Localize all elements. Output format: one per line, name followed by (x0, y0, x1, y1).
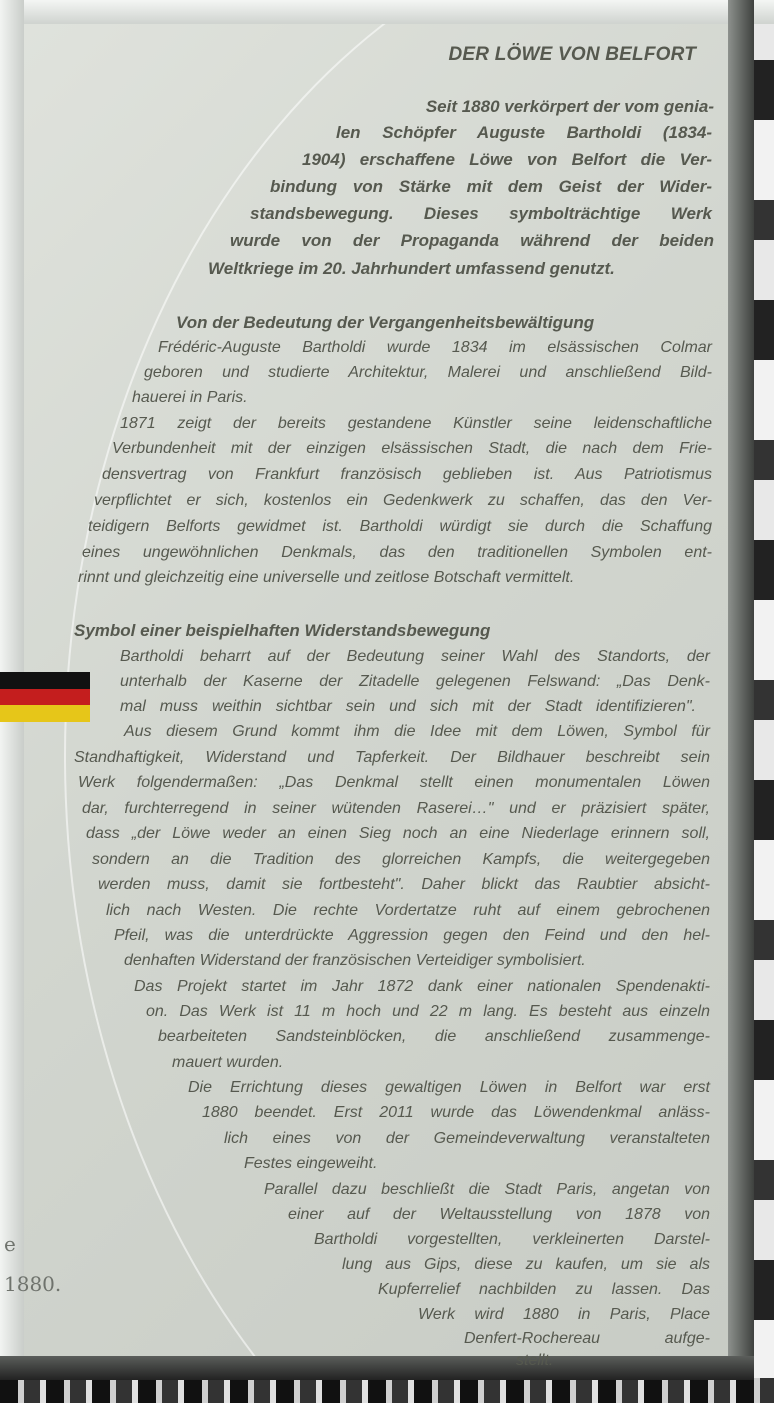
frame-bevel-right (728, 0, 754, 1378)
paragraph-line: Frédéric-Auguste Bartholdi wurde 1834 im elsässischen Colmar (158, 339, 712, 356)
paragraph-line: Denfert-Rochereau aufge- (464, 1330, 710, 1347)
intro-line: Seit 1880 verkörpert der vom genia- (425, 97, 714, 116)
paragraph-line: mauert wurden. (172, 1054, 284, 1071)
paragraph-line: Die Errichtung dieses gewaltigen Löwen in Belfort war erst (188, 1079, 710, 1096)
left-edge-fragment: e (4, 1232, 16, 1256)
background-photo-strip-bottom (0, 1378, 774, 1403)
section-heading: Von der Bedeutung der Vergangenheitsbewältigung (176, 313, 595, 332)
paragraph-line: Pfeil, was die unterdrückte Aggression gegen den Feind und den hel- (114, 927, 710, 944)
paragraph-line: eines ungewöhnlichen Denkmals, das den traditionellen Symbolen ent- (82, 544, 712, 561)
paragraph-line: lich nach Westen. Die rechte Vordertatze ruht auf einem gebrochenen (106, 902, 710, 919)
paragraph-line: werden muss, damit sie fortbesteht". Daher blickt das Raubtier absicht- (98, 876, 710, 893)
flag-stripe-red (0, 689, 90, 706)
paragraph-line: Bartholdi beharrt auf der Bedeutung seiner Wahl des Standorts, der (120, 648, 710, 665)
paragraph-line: 1880 beendet. Erst 2011 wurde das Löwendenkmal anläss- (202, 1104, 710, 1121)
paragraph-line: rinnt und gleichzeitig eine universelle und zeitlose Botschaft vermittelt. (78, 569, 575, 586)
paragraph-line: einer auf der Weltausstellung von 1878 von (288, 1206, 710, 1223)
intro-line: Weltkriege im 20. Jahrhundert umfassend genutzt. (208, 259, 615, 278)
paragraph-line: on. Das Werk ist 11 m hoch und 22 m lang. Es besteht aus einzeln (146, 1003, 710, 1020)
paragraph-line: teidigern Belforts gewidmet ist. Bartholdi würdigt sie durch die Schaffung (88, 518, 712, 535)
paragraph-line: Aus diesem Grund kommt ihm die Idee mit dem Löwen, Symbol für (124, 723, 710, 740)
paragraph-line: Kupferrelief nachbilden zu lassen. Das (378, 1281, 710, 1298)
paragraph-line: Standhaftigkeit, Widerstand und Tapferkeit. Der Bildhauer beschreibt sein (74, 749, 710, 766)
paragraph-line: Verbundenheit mit der einzigen elsässischen Stadt, die nach dem Frie- (112, 440, 712, 457)
flag-stripe-black (0, 672, 90, 689)
paragraph-line: densvertrag von Frankfurt französisch geblieben ist. Aus Patriotismus (102, 466, 712, 483)
paragraph-line: Werk folgendermaßen: „Das Denkmal stellt einen monumentalen Löwen (78, 774, 710, 791)
paragraph-line: stellt. (516, 1352, 554, 1369)
paragraph-line: lung aus Gips, diese zu kaufen, um sie als (342, 1256, 710, 1273)
paragraph-line: denhaften Widerstand der französischen Verteidiger symbolisiert. (124, 952, 586, 969)
paragraph-line: Werk wird 1880 in Paris, Place (418, 1306, 710, 1323)
paragraph-line: geboren und studierte Architektur, Malerei und anschließend Bild- (144, 364, 712, 381)
flag-stripe-gold (0, 705, 90, 722)
paragraph-line: Parallel dazu beschließt die Stadt Paris, angetan von (264, 1181, 710, 1198)
frame-bevel-bottom (0, 1356, 754, 1380)
background-photo-strip-right (752, 0, 774, 1403)
left-edge-fragment: 1880. (4, 1272, 62, 1296)
intro-line: 1904) erschaffene Löwe von Belfort die Ver- (302, 150, 712, 169)
paragraph-line: dass „der Löwe weder an einen Sieg noch an eine Niederlage erinnern soll, (86, 825, 710, 842)
paragraph-line: sondern an die Tradition des glorreichen Kampfs, die weitergegeben (92, 851, 710, 868)
paragraph-line: Das Projekt startet im Jahr 1872 dank einer nationalen Spendenakti- (134, 978, 710, 995)
paragraph-line: Bartholdi vorgestellten, verkleinerten Darstel- (314, 1231, 710, 1248)
german-flag-icon (0, 672, 90, 722)
frame-bevel-top (0, 0, 774, 24)
paragraph-line: hauerei in Paris. (132, 389, 248, 406)
paragraph-line: dar, furchterregend in seiner wütenden Raserei…" und er präzisiert später, (82, 800, 710, 817)
paragraph-line: mal muss weithin sichtbar sein und sich mit der Stadt identifizieren". (120, 698, 696, 715)
section-heading: Symbol einer beispielhaften Widerstandsbewegung (74, 621, 491, 640)
paragraph-line: bearbeiteten Sandsteinblöcken, die anschließend zusammenge- (158, 1028, 710, 1045)
intro-line: standsbewegung. Dieses symbolträchtige Werk (250, 204, 712, 223)
paragraph-line: lich eines von der Gemeindeverwaltung veranstalteten (224, 1130, 710, 1147)
intro-line: bindung von Stärke mit dem Geist der Wider- (270, 177, 712, 196)
paragraph-line: 1871 zeigt der bereits gestandene Künstler seine leidenschaftliche (120, 415, 712, 432)
intro-line: len Schöpfer Auguste Bartholdi (1834- (336, 123, 712, 142)
intro-line: wurde von der Propaganda während der beiden (230, 231, 714, 250)
paragraph-line: verpflichtet er sich, kostenlos ein Gedenkwerk zu schaffen, das den Ver- (94, 492, 712, 509)
paragraph-line: Festes eingeweiht. (244, 1155, 378, 1172)
panel-title: DER LÖWE VON BELFORT (448, 44, 696, 65)
paragraph-line: unterhalb der Kaserne der Zitadelle gelegenen Felswand: „Das Denk- (120, 673, 710, 690)
